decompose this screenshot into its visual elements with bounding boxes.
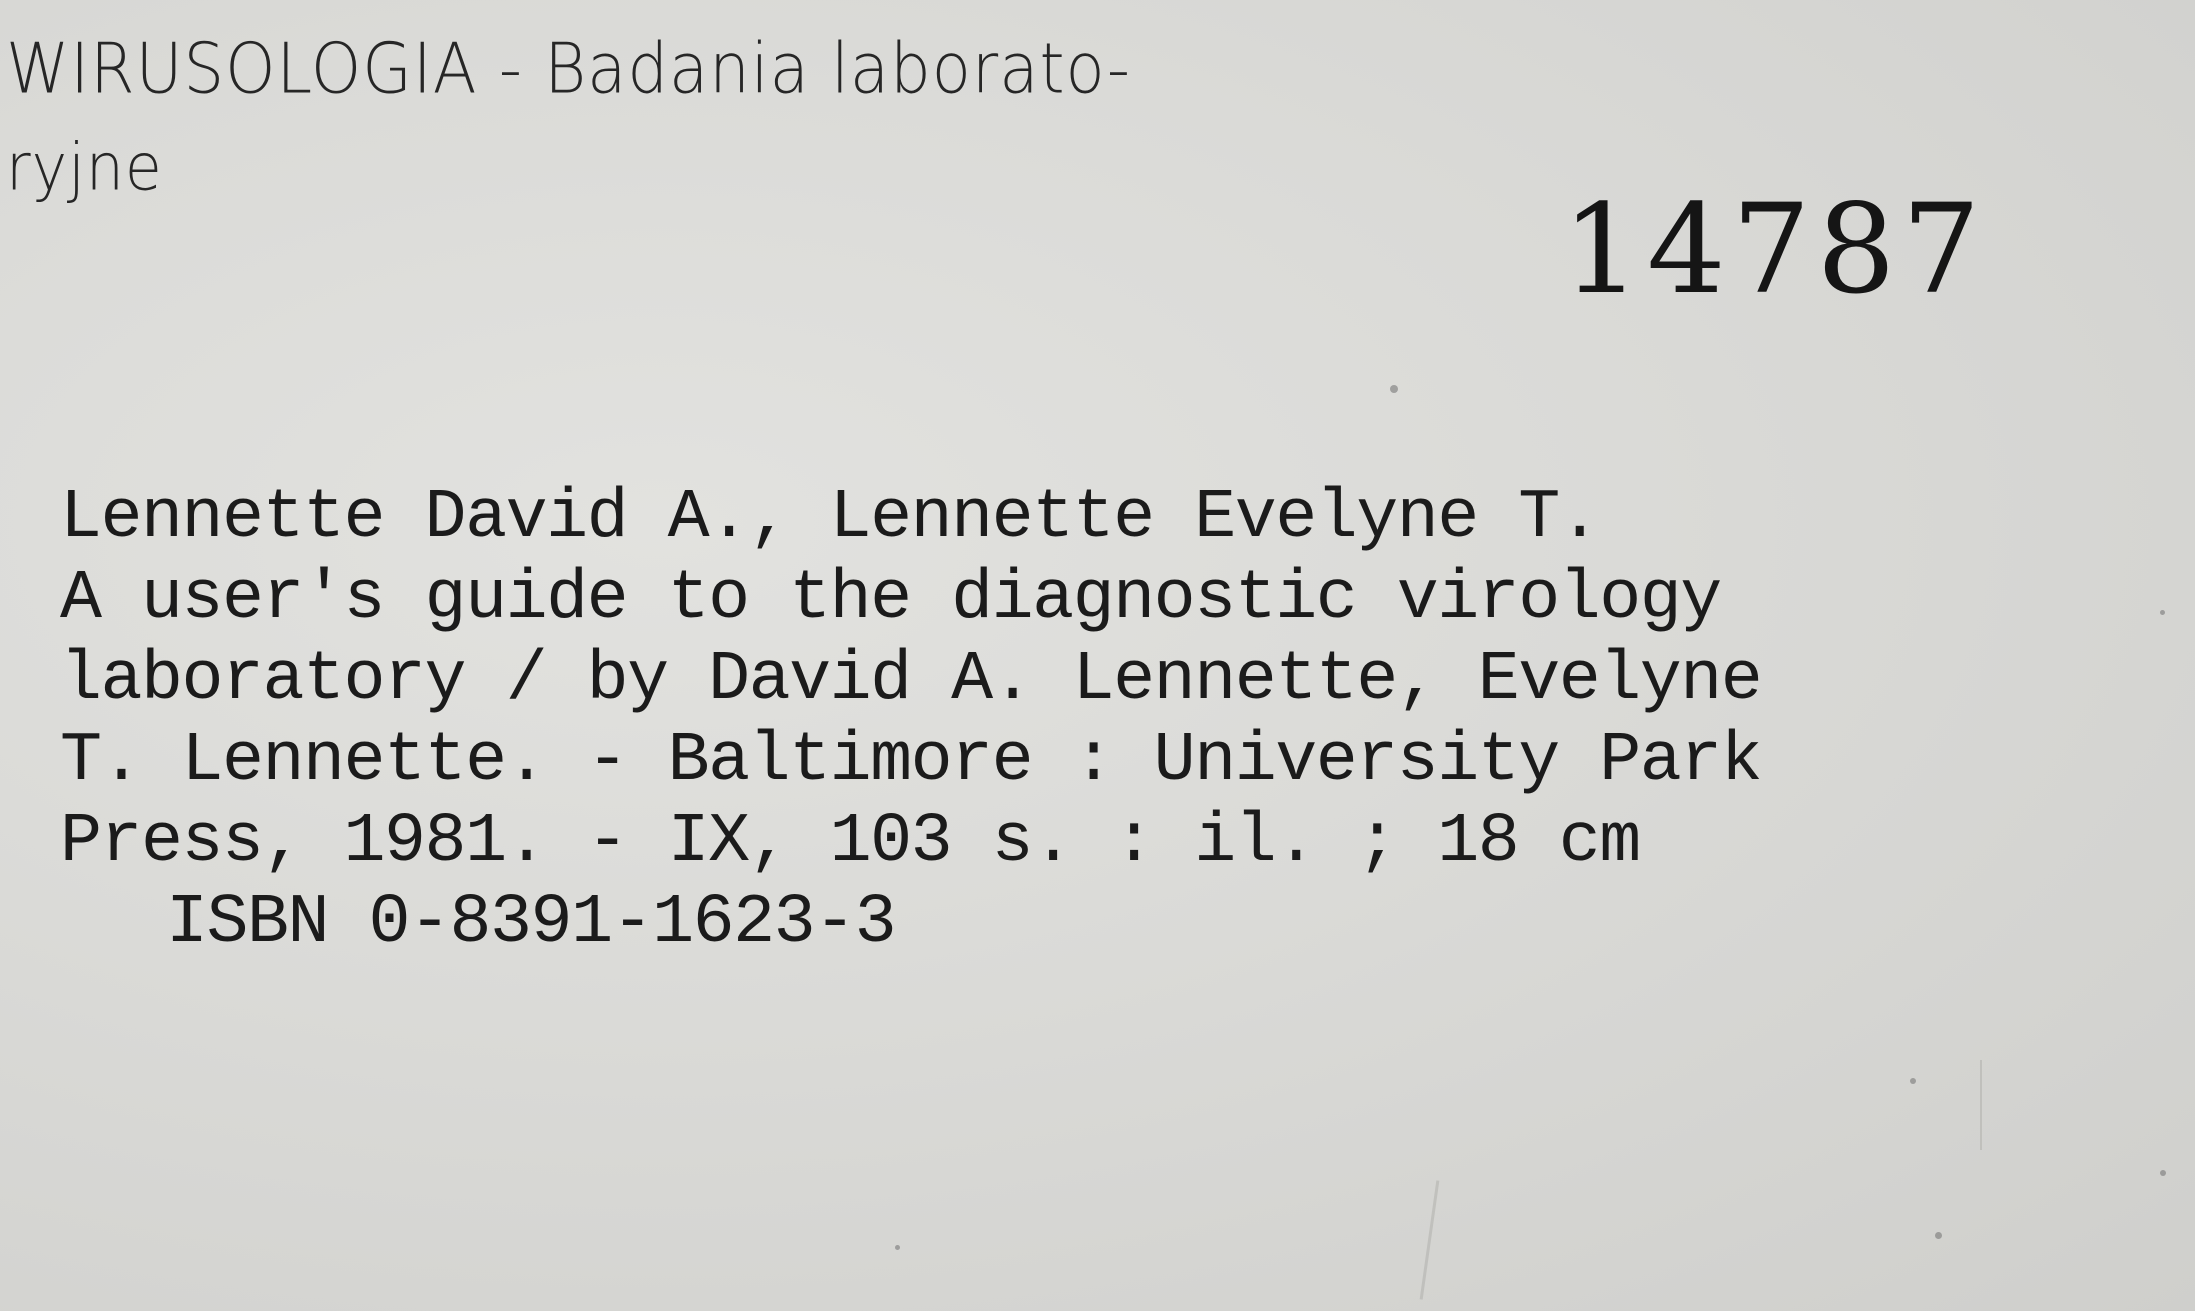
- call-number: 14787: [1562, 178, 1987, 322]
- paper-speck: [895, 1245, 900, 1250]
- paper-speck: [2160, 1170, 2166, 1176]
- entry-line-isbn: ISBN 0-8391-1623-3: [166, 884, 896, 963]
- paper-speck: [2160, 610, 2165, 615]
- entry-line-physical-description: Press, 1981. - IX, 103 s. : il. ; 18 cm: [60, 803, 1640, 882]
- subject-heading-line2: ryjne: [6, 130, 163, 206]
- paper-speck: [1935, 1232, 1942, 1239]
- subject-heading-line1: WIRUSOLOGIA - Badania laborato-: [6, 30, 1131, 110]
- paper-scratch: [1980, 1060, 1982, 1150]
- entry-line-authors: Lennette David A., Lennette Evelyne T.: [60, 479, 1600, 558]
- paper-speck: [1390, 385, 1398, 393]
- entry-line-publication: T. Lennette. - Baltimore : University Park: [60, 722, 1762, 801]
- bibliographic-entry: [60, 478, 1761, 964]
- paper-scratch: [1420, 1180, 1440, 1299]
- entry-line-title: A user's guide to the diagnostic virology: [60, 560, 1721, 639]
- entry-line-title-cont: laboratory / by David A. Lennette, Evelyne: [60, 641, 1762, 720]
- paper-speck: [1910, 1078, 1916, 1084]
